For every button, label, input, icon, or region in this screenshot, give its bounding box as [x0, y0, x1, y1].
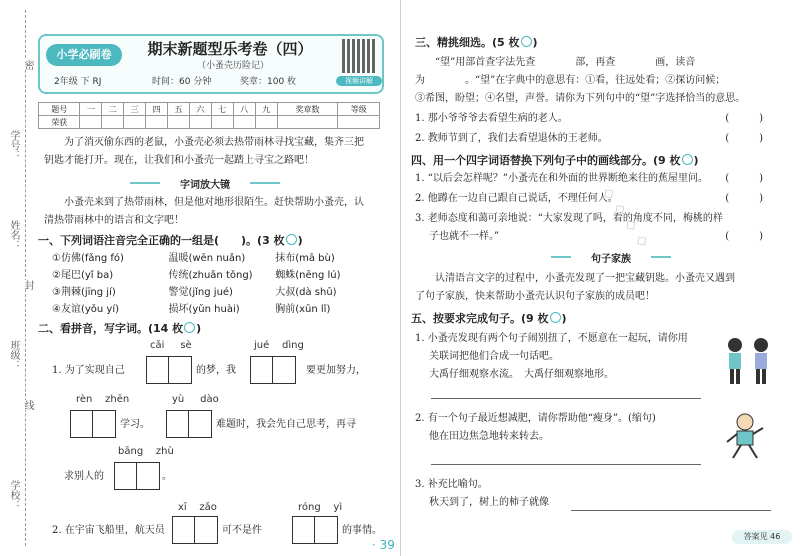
name-label: 姓名：: [8, 220, 19, 250]
score-header-cell: 二: [102, 103, 124, 116]
option-cell: ④友谊(yǒu yí): [52, 304, 120, 315]
school-label: 学校：: [8, 480, 19, 510]
qr-code-icon[interactable]: [342, 39, 376, 73]
pinyin-caise: cǎi sè: [150, 340, 192, 351]
class-label: 班级：: [8, 340, 19, 370]
intro-paragraph: 为了消灭偷东西的老鼠，小蚤壳必须去热带雨林寻找宝藏，集齐三把 钥匙才能打开。现在，让我们和小蚤壳一起踏上寻宝之路吧！: [44, 137, 364, 166]
question-5-item-3: 3. 补充比喻句。 秋天到了，树上的柿子就像: [415, 479, 549, 508]
watermark-stamp: ◇ ◇ ◇ ◇: [599, 184, 653, 252]
medal-icon: [682, 154, 693, 165]
q2-line2-b: 难题时，我会先自己思考，再寻: [216, 419, 356, 430]
score-header-cell: 奖章数: [277, 103, 338, 116]
score-cell[interactable]: [255, 116, 277, 129]
question-4-title: 四、用一个四字词语替换下列句子中的画线部分。(9 枚 ): [411, 154, 699, 167]
score-cell[interactable]: [189, 116, 211, 129]
binding-strip: [0, 0, 34, 556]
option-cell: 胸前(xūn lǐ): [275, 304, 331, 315]
option-cell: ③荆棘(jīng jí): [52, 287, 116, 298]
answer-grid-yudao[interactable]: [166, 410, 212, 438]
score-cell[interactable]: [124, 116, 146, 129]
page-number: · 39: [372, 538, 395, 552]
brand-badge: 小学必刷卷: [46, 44, 122, 66]
score-cell[interactable]: [80, 116, 102, 129]
score-cell[interactable]: [168, 116, 190, 129]
question-1-title: 一、下列词语注音完全正确的一组是( )。(3 枚 ): [38, 234, 303, 247]
q2-line1-c: 要更加努力，: [306, 365, 366, 376]
option-cell: 温暖(wēn nuǎn): [168, 253, 246, 264]
medal-icon: [286, 234, 297, 245]
answer-grid-xizao[interactable]: [172, 516, 218, 544]
medal-icon: [521, 36, 532, 47]
question-2-title: 二、看拼音，写字词。(14 枚 ): [38, 322, 202, 335]
question-5-title: 五、按要求完成句子。(9 枚 ): [411, 312, 567, 325]
grade-label: 2年级 下 RJ: [54, 77, 102, 87]
question-3-text: “望”用部首查字法先查 部，再查 画，读音 为 。“望”在字典中的意思有：①看，往远处看；②探访问候； ③希图，盼望；④名望，声誉。请你为下列句中的“望”字选择恰当的意思。: [415, 57, 746, 104]
student-id-label: 学号：: [8, 130, 19, 160]
score-header-cell: 三: [124, 103, 146, 116]
pinyin-jueding: jué dìng: [254, 340, 304, 351]
q2-line2-a: 学习。: [120, 419, 150, 430]
option-cell: ②尾巴(yǐ ba): [52, 270, 114, 281]
banner-word-magnifier: 字词放大镜: [130, 176, 280, 190]
score-header-cell: 五: [168, 103, 190, 116]
exam-subtitle: （小蚤壳历险记）: [196, 61, 269, 71]
answer-grid-caise[interactable]: [146, 356, 192, 384]
score-cell[interactable]: [211, 116, 233, 129]
option-row[interactable]: [52, 284, 382, 301]
pinyin-xizao: xī zǎo: [178, 502, 217, 513]
q2-line4-a: 2. 在宇宙飞船里，航天员: [52, 525, 165, 536]
time-label: 时间：60 分钟: [152, 77, 212, 87]
option-cell: 抹布(mā bù): [275, 253, 335, 264]
right-page: [401, 0, 800, 556]
running-boy-illustration: [719, 412, 771, 464]
question-4-item-1: 1. “以后会怎样呢？”小蚤壳在和外面的世界断绝来往的蕉屋里问。 ( ): [415, 173, 763, 184]
score-header-cell: 题号: [39, 103, 80, 116]
question-3-title: 三、精挑细选。(5 枚 ): [415, 36, 538, 49]
pinyin-renzhen: rèn zhēn: [76, 394, 130, 405]
score-cell[interactable]: [146, 116, 168, 129]
video-explain-label: 视频讲解: [336, 76, 382, 86]
score-header-cell: 七: [211, 103, 233, 116]
answer-grid-renzhen[interactable]: [70, 410, 116, 438]
two-kids-illustration: [719, 336, 779, 392]
answer-line-5-2[interactable]: [431, 464, 701, 465]
score-cell[interactable]: [338, 116, 380, 129]
medal-icon: [550, 312, 561, 323]
score-table-header-row: [39, 103, 380, 116]
banner1-paragraph: 小蚤壳来到了热带雨林，但是他对地形很陌生。赶快帮助小蚤壳，认 清热带雨林中的语言和文字吧！: [44, 197, 364, 226]
score-row-label: 荣获: [39, 116, 80, 129]
answer-grid-rongyi[interactable]: [292, 516, 338, 544]
score-cell[interactable]: [102, 116, 124, 129]
score-cell[interactable]: [233, 116, 255, 129]
option-cell: 蜘蛛(nēng lú): [275, 270, 341, 281]
pinyin-yudao: yù dào: [172, 394, 219, 405]
question-3-item-1: 1. 那小爷爷爷去看望生病的老人。 ( ): [415, 113, 763, 124]
pinyin-bangzhu: bāng zhù: [118, 446, 174, 457]
question-4-item-2: 2. 他蹲在一边自己跟自己说话，不理任何人。 ( ): [415, 193, 763, 204]
option-row[interactable]: [52, 250, 382, 267]
score-table: [38, 102, 380, 129]
binding-mark-secret: 密: [22, 60, 33, 70]
question-4-item-3: 3. 老师态度和蔼可亲地说：“大家发现了吗，看的角度不同，梅桃的样 子也就不一样。” ( ): [415, 213, 763, 242]
q2-line4-c: 的事情。: [342, 525, 382, 536]
q2-line3-a: 求别人的: [64, 471, 104, 482]
option-row[interactable]: [52, 267, 382, 284]
score-header-cell: 九: [255, 103, 277, 116]
score-header-cell: 八: [233, 103, 255, 116]
option-cell: 警觉(jǐng jué): [168, 287, 233, 298]
score-table-score-row: [39, 116, 380, 129]
question-5-item-2: 2. 有一个句子最近想减肥，请你帮助他“瘦身”。(缩句) 他在田边焦急地转来转去。: [415, 413, 656, 442]
banner2-paragraph: 认清语言文字的过程中，小蚤壳发现了一把宝藏钥匙。小蚤壳又遇到 了句子家族，快来帮助小蚤壳认识句子家族的成员吧！: [415, 273, 735, 302]
binding-mark-line: 线: [22, 400, 33, 410]
reward-label: 奖章：100 枚: [240, 77, 297, 87]
q2-line4-b: 可不是件: [222, 525, 262, 536]
banner-sentence-family: 句子家族: [551, 250, 671, 264]
medal-icon: [184, 322, 195, 333]
answer-reference-tag: 答案见 46: [732, 530, 792, 544]
answer-line-5-1[interactable]: [431, 398, 701, 399]
score-header-cell: 等级: [338, 103, 380, 116]
q2-line1-b: 的梦，我: [196, 365, 236, 376]
option-cell: 传统(zhuǎn tǒng): [168, 270, 253, 281]
answer-line-5-3[interactable]: [571, 510, 771, 511]
score-header-cell: 六: [189, 103, 211, 116]
answer-grid-jueding[interactable]: [250, 356, 296, 384]
answer-grid-bangzhu[interactable]: [114, 462, 160, 490]
binding-mark-seal: 封: [22, 280, 33, 290]
score-header-cell: 四: [146, 103, 168, 116]
option-cell: 大叔(dà shū): [275, 287, 337, 298]
option-row[interactable]: [52, 301, 382, 318]
score-cell[interactable]: [277, 116, 338, 129]
exam-header: [38, 34, 384, 94]
option-cell: 损坏(yǔn huài): [168, 304, 240, 315]
option-cell: ①仿佛(fǎng fó): [52, 253, 124, 264]
question-3-item-2: 2. 教师节到了，我们去看望退休的王老师。 ( ): [415, 133, 763, 144]
q2-line1-a: 1. 为了实现自己: [52, 365, 125, 376]
question-5-item-1: 1. 小蚤壳发现有两个句子闹别扭了，不愿意在一起玩，请你用 关联词把他们合成一句话吧。 大禹仔细观察水流。 大禹仔细观察地形。: [415, 333, 688, 380]
exam-title: 期末新题型乐考卷（四）: [147, 40, 313, 58]
q2-line3-b: 。: [162, 471, 172, 482]
score-header-cell: 一: [80, 103, 102, 116]
pinyin-rongyi: róng yì: [298, 502, 343, 513]
question-1-options: [52, 250, 382, 318]
